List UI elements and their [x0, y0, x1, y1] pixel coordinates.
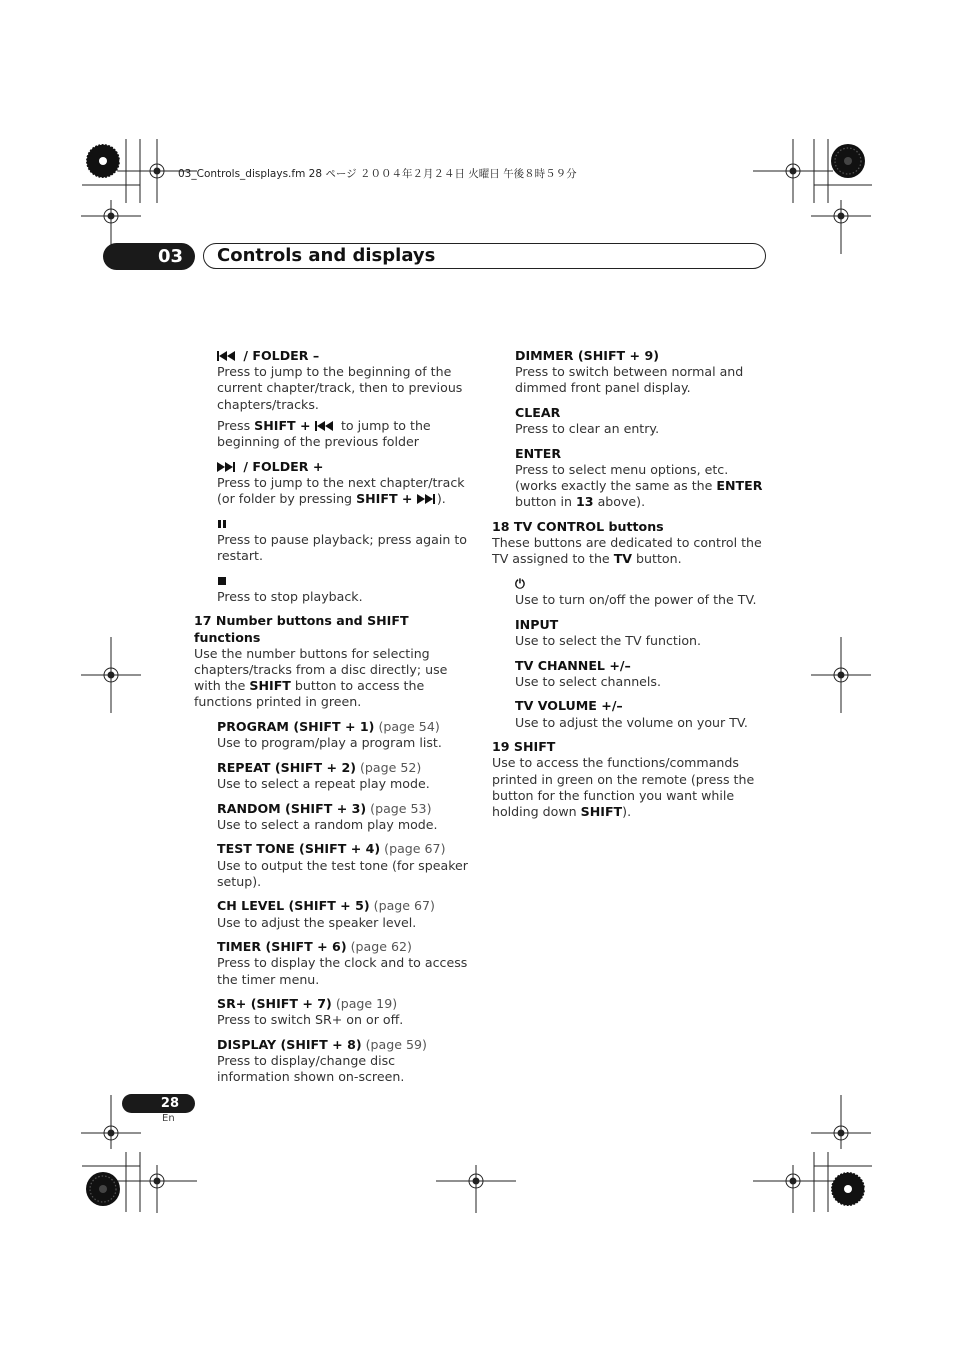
section-18-title: 18 TV CONTROL buttons: [492, 519, 664, 534]
next-folder-desc: Press to jump to the next chapter/track (or folder by pressing SHIFT + ).: [217, 474, 465, 507]
pause-heading: [217, 516, 470, 532]
section-19-desc: Use to access the functions/commands printed in green on the remote (press the button for the function you want while holding down SHIFT).: [492, 755, 755, 819]
section-18-desc: These buttons are dedicated to control the TV assigned to the TV button.: [492, 535, 762, 567]
power-icon: ⏻: [515, 576, 525, 591]
skip-previous-icon: [315, 421, 337, 431]
tv-volume-desc: Use to adjust the volume on your TV.: [515, 714, 748, 730]
skip-previous-icon: [217, 351, 239, 361]
item-desc: Use to select a repeat play mode.: [217, 776, 430, 792]
prev-folder-desc: Press to jump to the beginning of the current chapter/track, then to previous chapters/tracks.: [217, 364, 463, 412]
section-19-title: 19 SHIFT: [492, 739, 556, 755]
item-heading: DISPLAY (SHIFT + 8) (page 59): [217, 1037, 427, 1052]
left-column: [194, 348, 470, 1086]
input-desc: Use to select the TV function.: [515, 633, 702, 648]
section-17-title: 17 Number buttons and SHIFT functions: [194, 613, 409, 645]
item-desc: Use to select a random play mode.: [217, 816, 438, 832]
tv-volume-heading: TV VOLUME +/–: [515, 698, 623, 714]
item-heading: REPEAT (SHIFT + 2) (page 52): [217, 759, 422, 775]
tv-channel-heading: TV CHANNEL +/–: [515, 657, 631, 673]
item-desc: Use to output the test tone (for speaker setup).: [217, 857, 468, 889]
item-desc: Press to display/change disc information shown on-screen.: [217, 1053, 405, 1085]
item-desc: Press to switch SR+ on or off.: [217, 1012, 404, 1028]
prev-folder-shift-desc: Press SHIFT + to jump to the beginning of the previous folder: [217, 417, 431, 450]
clear-desc: Press to clear an entry.: [515, 421, 660, 437]
item-desc: Press to display the clock and to access the timer menu.: [217, 955, 468, 987]
tv-channel-desc: Use to select channels.: [515, 673, 661, 689]
item-heading: CH LEVEL (SHIFT + 5) (page 67): [217, 898, 435, 914]
power-desc: Use to turn on/off the power of the TV.: [515, 592, 757, 608]
dimmer-heading: DIMMER (SHIFT + 9): [515, 348, 659, 363]
pause-icon: [217, 519, 227, 529]
page-language: En: [162, 1113, 175, 1124]
skip-next-icon: [417, 494, 437, 504]
clear-heading: CLEAR: [515, 405, 561, 420]
item-heading: TEST TONE (SHIFT + 4) (page 67): [217, 841, 446, 857]
enter-desc: Press to select menu options, etc. (works exactly the same as the ENTER button in 13 above).: [515, 462, 763, 510]
enter-heading: ENTER: [515, 445, 562, 461]
file-header-line: 03_Controls_displays.fm 28 ページ ２００４年２月２４日 火曜日 午後８時５９分: [178, 168, 577, 180]
stop-heading: [217, 573, 470, 589]
item-desc: Use to adjust the speaker level.: [217, 914, 417, 930]
chapter-title: Controls and displays: [217, 245, 436, 266]
dimmer-desc: Press to switch between normal and dimmed front panel display.: [515, 364, 744, 396]
item-heading: PROGRAM (SHIFT + 1) (page 54): [217, 719, 440, 735]
pause-desc: Press to pause playback; press again to restart.: [217, 531, 467, 564]
input-heading: INPUT: [515, 616, 559, 632]
item-desc: Use to program/play a program list.: [217, 735, 442, 751]
stop-icon: [217, 576, 227, 586]
item-heading: SR+ (SHIFT + 7) (page 19): [217, 996, 398, 1012]
item-heading: RANDOM (SHIFT + 3) (page 53): [217, 800, 432, 816]
stop-desc: Press to stop playback.: [217, 588, 363, 604]
section-17-desc: Use the number buttons for selecting chapters/tracks from a disc directly; use with the SHIFT button to access the functions printed in green.: [194, 645, 448, 710]
item-heading: TIMER (SHIFT + 6) (page 62): [217, 939, 412, 955]
page-number-badge: 28: [122, 1094, 195, 1113]
next-folder-heading: / FOLDER +: [217, 459, 470, 475]
right-column: [492, 348, 768, 820]
prev-folder-heading: / FOLDER –: [217, 348, 470, 364]
skip-next-icon: [217, 462, 239, 472]
chapter-number-badge: 03: [103, 243, 195, 270]
